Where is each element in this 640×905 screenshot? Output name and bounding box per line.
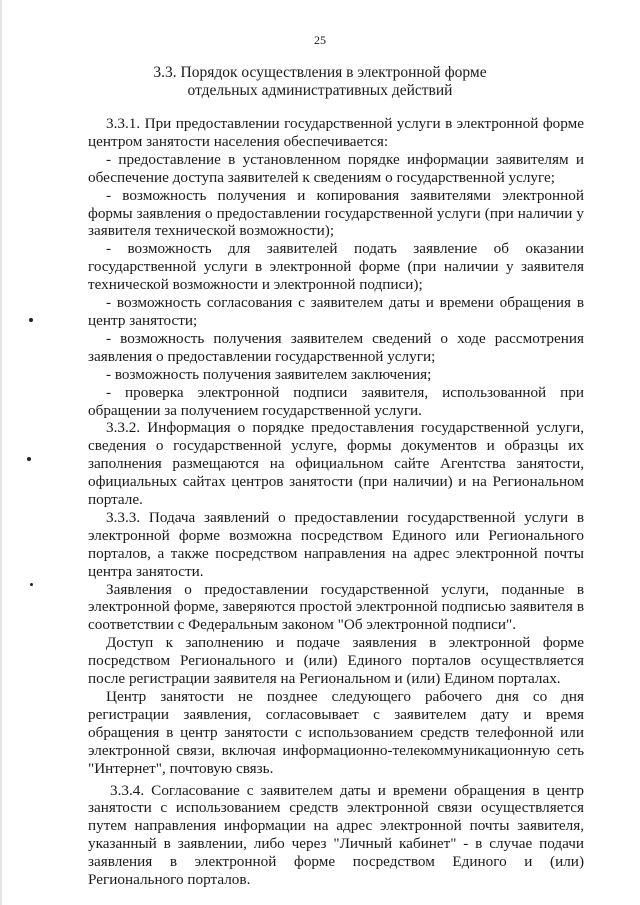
list-item: - возможность получения заявителем заключения; (106, 365, 432, 383)
document-body (88, 115, 584, 889)
list-item: - возможность получения заявителем сведений о ходе рассмотрения заявления о предоставлении государственной услуги; (88, 329, 584, 365)
paragraph: Центр занятости не позднее следующего рабочего дня со дня регистрации заявления, согласовывает с заявителем дату и время обращения в центр занятости с использованием средств телефонной или электронной связи, включая информационно-телекоммуникационную сеть "Интернет", почтовую связь. (88, 688, 584, 777)
section-title-line-1: 3.3. Порядок осуществления в электронной форме (153, 64, 487, 81)
paragraph-3-3-3: 3.3.3. Подача заявлений о предоставлении государственной услуги в электронной форме возможна посредством Единого или Регионального порталов, а также посредством направления на адрес электронной почты центра занятости. (88, 508, 584, 580)
page-number: 25 (314, 33, 326, 47)
list-item: - возможность получения и копирования заявителями электронной формы заявления о предоставлении государственной услуги (при наличии у заявителя технической возможности); (88, 186, 584, 240)
scan-edge-shadow (0, 0, 2, 905)
list-item: - предоставление в установленном порядке информации заявителям и обеспечение доступа заявителей к сведениям о государственной услуге; (88, 150, 584, 186)
paragraph: Заявления о предоставлении государственной услуги, поданные в электронной форме, заверяются простой электронной подписью заявителя в соответствии с Федеральным законом "Об электронной подписи". (88, 580, 584, 634)
paragraph-3-3-2: 3.3.2. Информация о порядке предоставления государственной услуги, сведения о государственной услуге, формы документов и образцы их заполнения размещаются на официальном сайте Агентства занятости, официальных сайтах центров занятости (при наличии) и на Региональном портале. (88, 419, 584, 509)
section-title (100, 64, 540, 100)
binder-hole-mark (29, 318, 33, 322)
binder-hole-mark (27, 457, 31, 461)
list-item: - проверка электронной подписи заявителя, использованной при обращении за получением государственной услуги. (88, 383, 584, 419)
section-title-line-2: отдельных административных действий (187, 82, 453, 99)
list-item: - возможность для заявителей подать заявление об оказании государственной услуги в электронной форме (при наличии у заявителя технической возможности и электронной подписи); (88, 240, 584, 294)
paragraph: Доступ к заполнению и подаче заявления в электронной форме посредством Регионального и (или) Единого порталов осуществляется после регистрации заявителя на Региональном и (или) Едином порталах. (88, 634, 584, 688)
binder-hole-mark (30, 583, 33, 586)
paragraph-3-3-4: 3.3.4. Согласование с заявителем даты и времени обращения в центр занятости с использованием средств электронной связи осуществляется путем направления информации на адрес электронной почты заявителя, указанный в заявлении, либо через "Личный кабинет" - в случае подачи заявления в электронной форме посредством Единого и (или) Регионального порталов. (88, 781, 584, 889)
paragraph-3-3-1: 3.3.1. При предоставлении государственной услуги в электронной форме центром занятости населения обеспечивается: (88, 115, 584, 150)
list-item: - возможность согласования с заявителем даты и времени обращения в центр занятости; (88, 294, 584, 329)
